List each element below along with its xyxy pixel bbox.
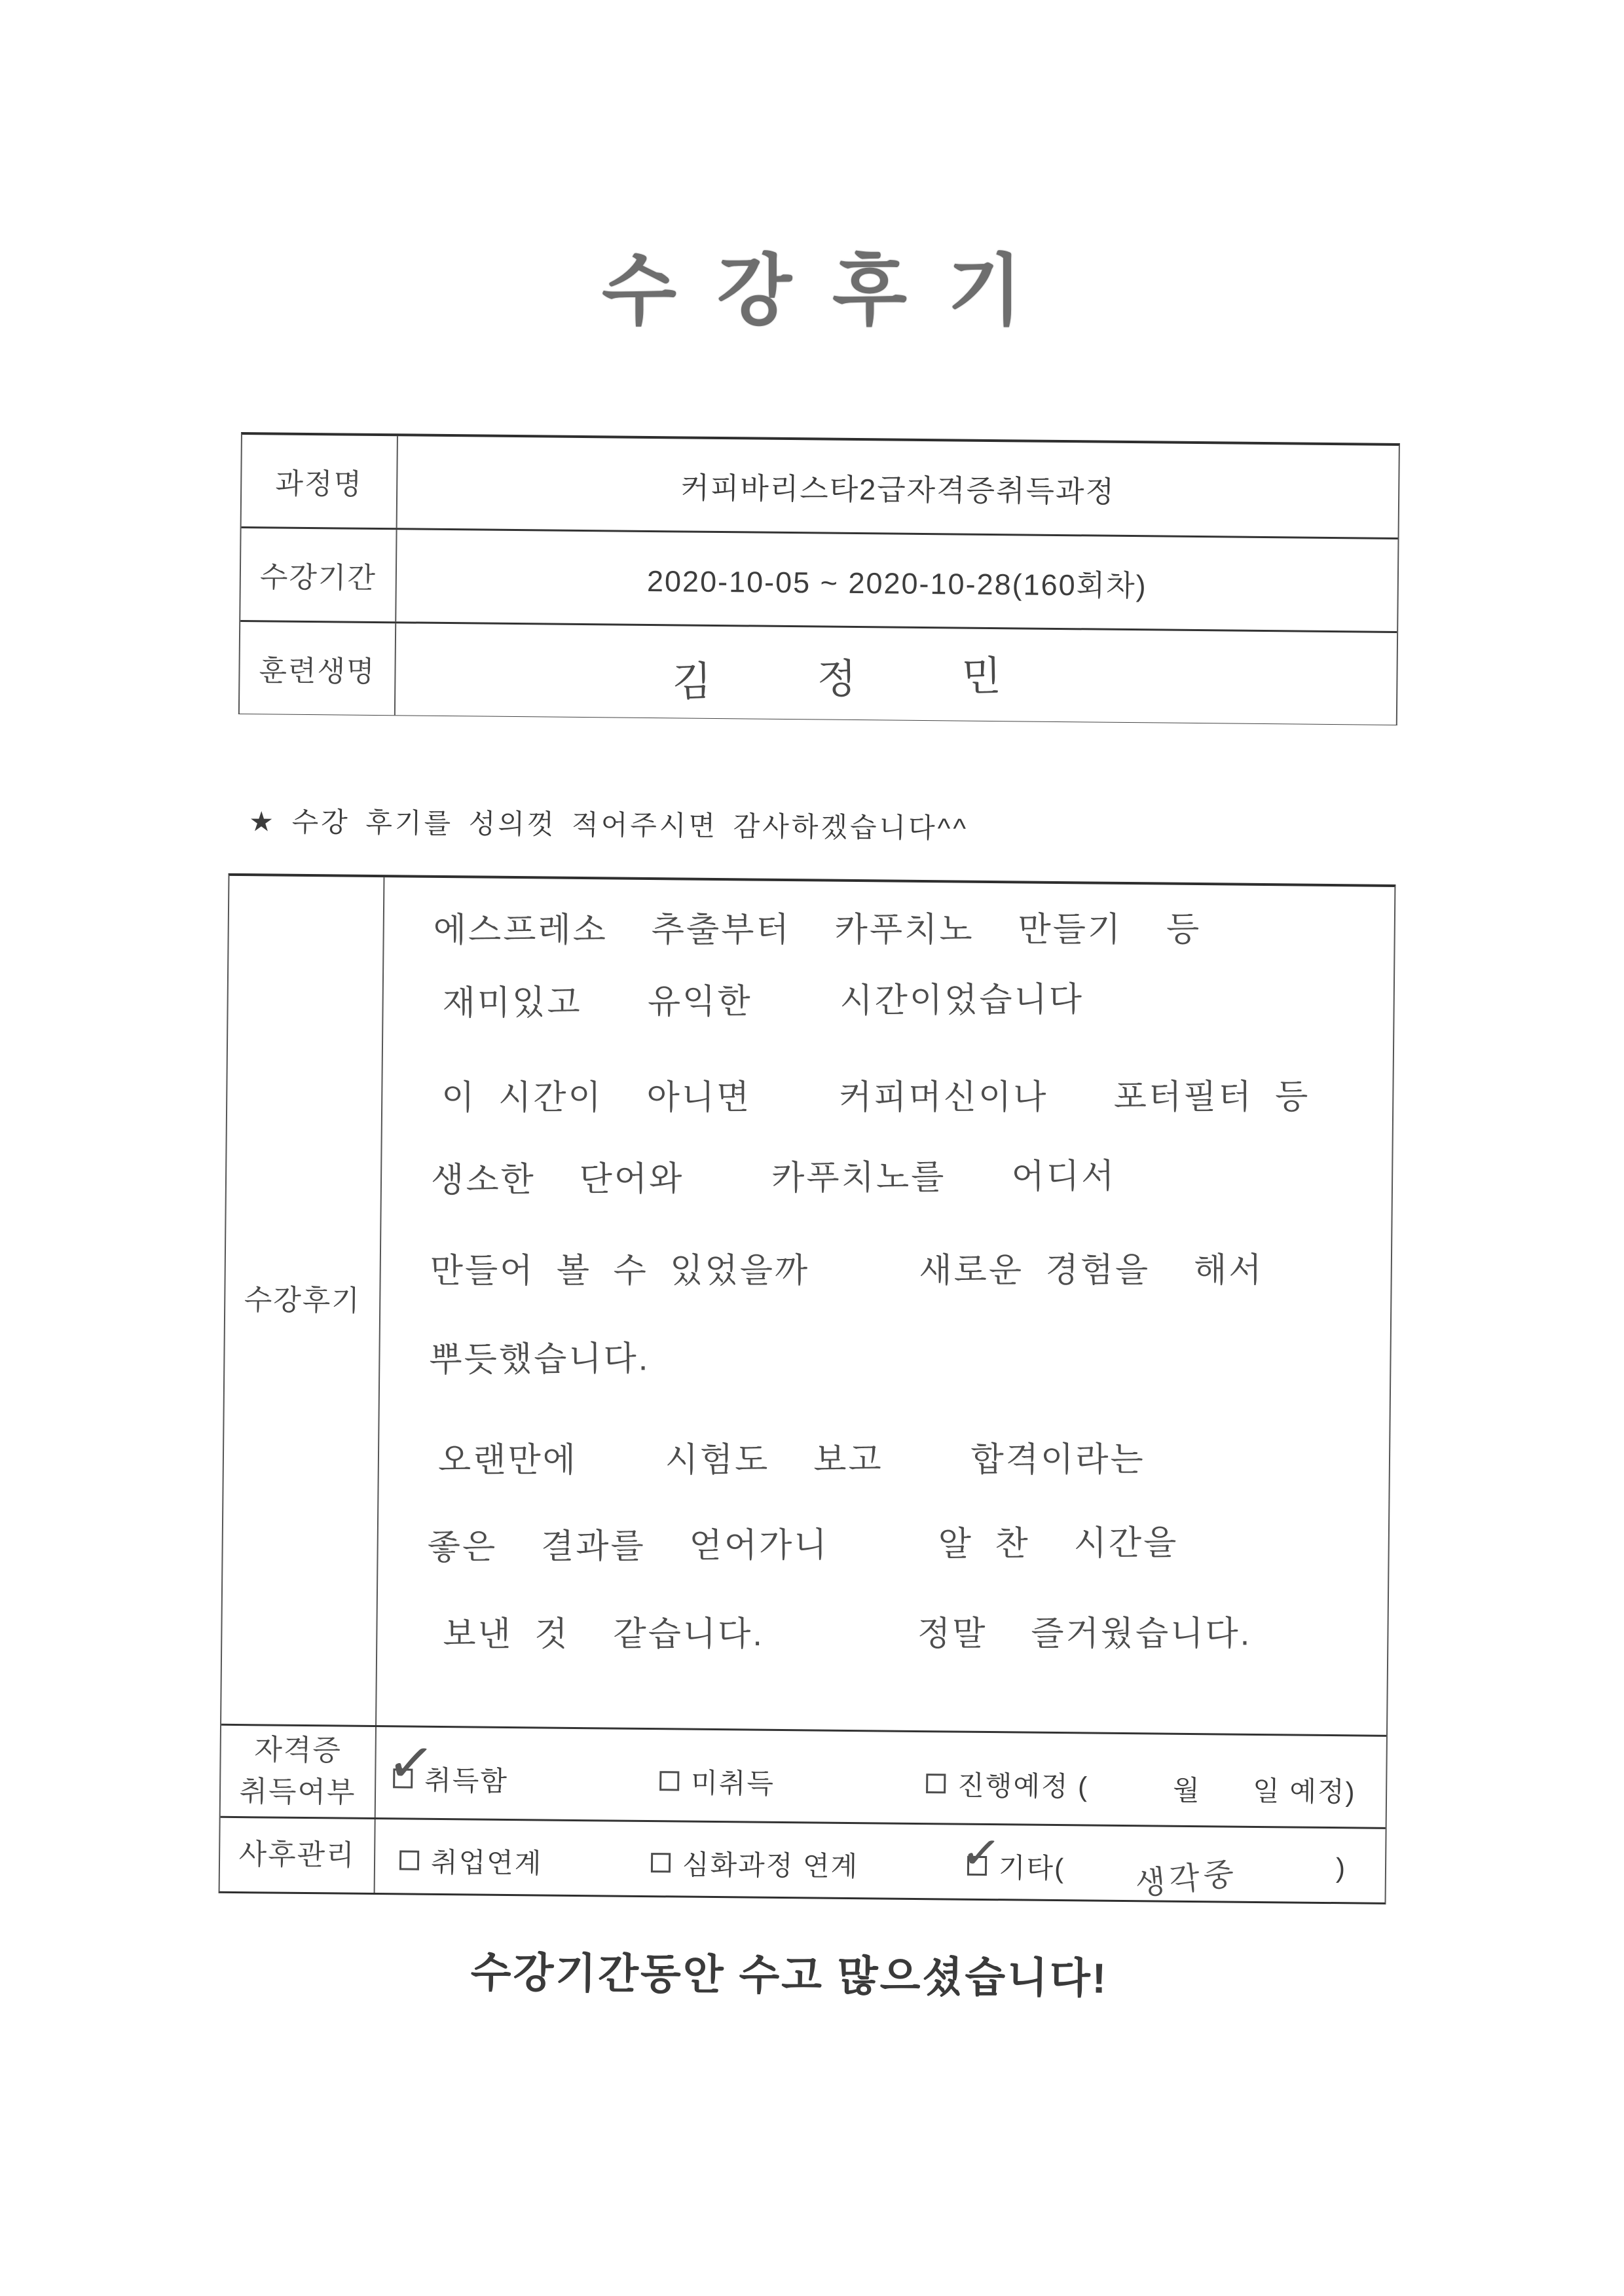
handwritten-review-line: 만들어 볼 수 있었을까 새로운 경험을 해서	[430, 1251, 1264, 1290]
checkbox-advanced-icon	[651, 1853, 671, 1872]
certificate-label: 자격증 취득여부	[221, 1726, 377, 1817]
table-row-followup	[220, 1818, 1386, 1903]
option-scheduled-label: 진행예정 (	[957, 1770, 1089, 1802]
option-employment-label: 취업연계	[430, 1846, 543, 1879]
table-row-review	[221, 876, 1394, 1737]
checkbox-acquired-icon	[384, 1728, 440, 1799]
checkbox-scheduled-icon	[926, 1774, 946, 1793]
course-name-label: 과정명	[242, 435, 398, 528]
handwritten-review-line: 뿌듯했습니다.	[429, 1339, 650, 1379]
review-content-cell	[377, 877, 1394, 1735]
review-table	[219, 873, 1396, 1904]
handwritten-review-line: 보낸 것 같습니다. 정말 즐거웠습니다.	[443, 1614, 1252, 1654]
handwritten-review-line: 오랜만에 시험도 보고 합격이라는	[437, 1440, 1145, 1480]
trainee-name-value	[396, 623, 1397, 725]
handwritten-review-line: 재미있고 유익한 시간이었습니다	[442, 980, 1084, 1023]
option-advanced-course	[651, 1843, 859, 1884]
check-mark-icon: ✓	[384, 1728, 440, 1799]
review-label: 수강후기	[221, 876, 384, 1725]
checkbox-other-icon	[958, 1823, 1006, 1883]
course-period-label: 수강기간	[240, 528, 397, 621]
scheduled-day-label: 일 예정)	[1252, 1775, 1356, 1808]
option-not-acquired-label: 미취득	[691, 1767, 775, 1799]
scheduled-month-label: 월	[1172, 1774, 1201, 1806]
option-employment	[399, 1840, 543, 1881]
followup-label: 사후관리	[220, 1818, 376, 1893]
handwritten-review-line: 이 시간이 아니면 커피머신이나 포터필터 등	[441, 1078, 1310, 1117]
table-row-course-period	[240, 528, 1397, 633]
certificate-content-cell	[376, 1727, 1386, 1827]
course-period-value: 2020-10-05 ~ 2020-10-28(160회차)	[646, 564, 1147, 602]
option-advanced-label: 심화과정 연계	[682, 1849, 859, 1882]
course-name-value: 커피바리스타2급자격증취득과정	[680, 470, 1116, 509]
handwritten-review-line: 좋은 결과를 얻어가니 알 찬 시간을	[427, 1523, 1179, 1567]
handwritten-review-line: 생소한 단어와 카푸치노를 어디서	[430, 1157, 1116, 1200]
footer-message: 수강기간동안 수고 많으셨습니다!	[470, 1948, 1109, 2002]
review-instruction-note: ★ 수강 후기를 성의껏 적어주시면 감사하겠습니다^^	[249, 806, 969, 844]
check-mark-icon: ✓	[958, 1823, 1006, 1883]
checkbox-employment-icon	[399, 1850, 419, 1870]
handwritten-review-line: 에스프레소 추출부터 카푸치노 만들기 등	[433, 910, 1202, 949]
table-row-course-name	[242, 435, 1399, 539]
option-acquired	[384, 1728, 509, 1799]
other-close-paren: )	[1335, 1852, 1347, 1884]
followup-content-cell	[375, 1819, 1386, 1903]
page-title: 수강후기	[602, 248, 1063, 335]
handwritten-other-value: 생각중	[1133, 1856, 1240, 1903]
trainee-name-label: 훈련생명	[240, 622, 396, 715]
option-acquired-label: 취득함	[424, 1764, 509, 1796]
option-other-label: 기타(	[998, 1852, 1065, 1884]
option-not-acquired	[659, 1761, 775, 1802]
checkbox-not-acquired-icon	[659, 1771, 679, 1791]
option-scheduled	[926, 1764, 1089, 1804]
table-row-certificate	[221, 1726, 1386, 1829]
course-info-table	[238, 432, 1400, 725]
option-other	[958, 1823, 1065, 1886]
table-row-trainee-name	[240, 622, 1397, 725]
handwritten-trainee-name: 김 정 민	[671, 653, 1036, 705]
